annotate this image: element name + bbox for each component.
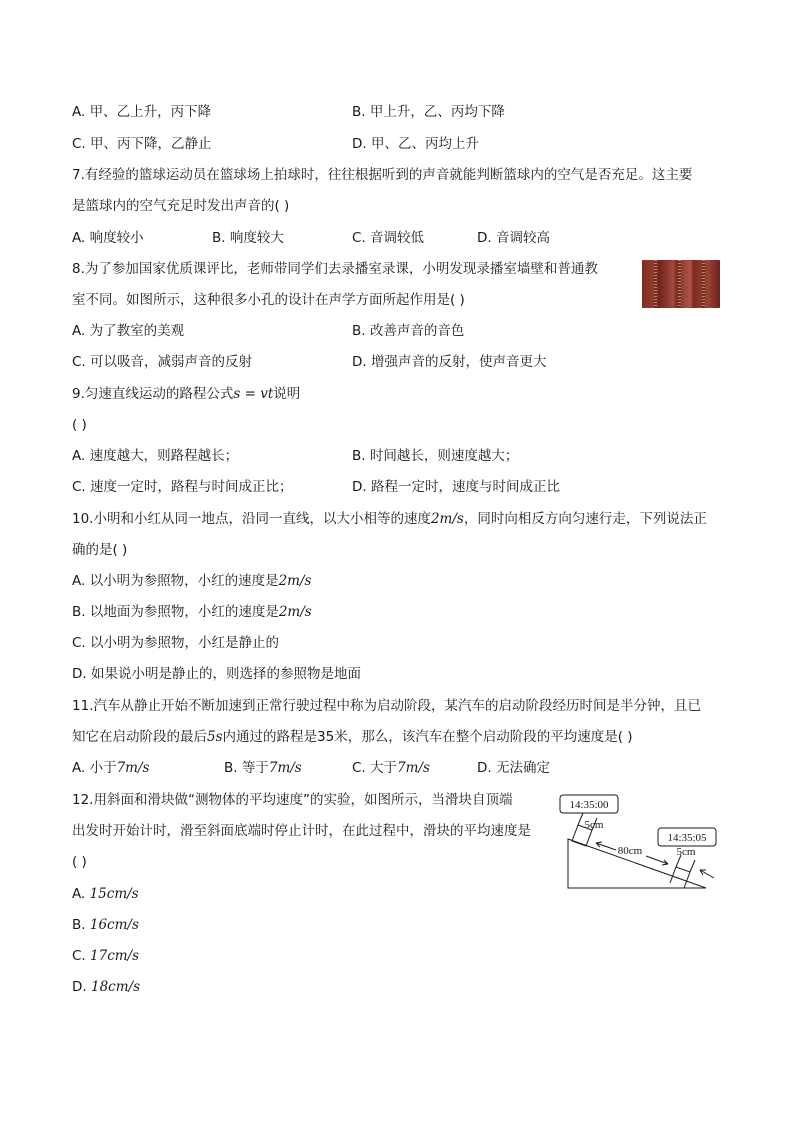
- q11-option-a: A. 小于7m/s: [72, 760, 150, 776]
- q11-stem-text: 知它在启动阶段的最后: [72, 729, 207, 745]
- q9-option-c: C. 速度一定时，路程与时间成正比；: [72, 479, 293, 495]
- q10-option-b: [72, 602, 312, 622]
- q10-option-d: D. 如果说小明是静止的，则选择的参照物是地面: [72, 666, 361, 682]
- q11-time: 5s: [207, 729, 223, 745]
- q10-option-b-text: B. 以地面为参照物，小红的速度是: [72, 604, 279, 620]
- q10-speed: 2m/s: [430, 511, 464, 527]
- q8-option-d: D. 增强声音的反射，使声音更大: [352, 354, 547, 370]
- start-time-label: 14:35:00: [569, 799, 609, 811]
- q12-stem-line-2: 出发时开始计时，滑至斜面底端时停止计时，在此过程中，滑块的平均速度是: [72, 823, 531, 839]
- q9-option-a: A. 速度越大，则路程越长；: [72, 448, 239, 464]
- top-block-length-label: 5cm: [584, 819, 604, 831]
- q7-stem-line-1: 7.有经验的篮球运动员在篮球场上拍球时，往往根据听到的声音就能判断篮球内的空气是否充足。这主要: [72, 167, 693, 183]
- q9-stem-line-1: [72, 384, 300, 404]
- q9-stem-text-end: 说明: [273, 386, 301, 402]
- q10-stem-text: 10.小明和小红从同一地点，沿同一直线，以大小相等的速度: [72, 511, 431, 527]
- q10-stem-text-end: ，同时向相反方向匀速行走，下列说法正: [463, 511, 707, 527]
- q6-option-b: B. 甲上升，乙、丙均下降: [352, 104, 505, 120]
- q10-option-a: [72, 571, 311, 591]
- q12-option-d: D. 18cm/s: [72, 979, 141, 995]
- q7-option-b: B. 响度较大: [212, 230, 284, 246]
- top-tick-mark: [578, 813, 583, 825]
- q12-stem-line-3: ( ): [72, 854, 87, 870]
- q11-option-c: C. 大于7m/s: [352, 760, 430, 776]
- q9-stem-line-2: ( ): [72, 417, 87, 433]
- end-time-label: 14:35:05: [667, 832, 707, 844]
- q9-stem-text: 9.匀速直线运动的路程公式: [72, 386, 234, 402]
- q8-stem-line-2: 室不同。如图所示，这种很多小孔的设计在声学方面所起作用是( ): [72, 292, 465, 308]
- q7-stem-line-2: 是篮球内的空气充足时发出声音的( ): [72, 198, 290, 214]
- q9-option-b: B. 时间越长，则速度越大；: [352, 448, 519, 464]
- q10-stem-line-1: [72, 509, 707, 529]
- q7-option-a: A. 响度较小: [72, 230, 144, 246]
- q8-option-a: A. 为了教室的美观: [72, 323, 185, 339]
- q12-stem-line-1: 12.用斜面和滑块做“测物体的平均速度”的实验，如图所示，当滑块自顶端: [72, 792, 513, 808]
- q7-option-d: D. 音调较高: [477, 230, 550, 246]
- q12-option-c: C. 17cm/s: [72, 948, 140, 964]
- q10-option-b-value: 2m/s: [278, 604, 312, 620]
- q8-stem-line-1: 8.为了参加国家优质课评比，老师带同学们去录播室录课，小明发现录播室墙壁和普通教: [72, 261, 598, 277]
- q12-option-a: A. 15cm/s: [72, 886, 139, 902]
- q11-stem-text-end: 内通过的路程是35米，那么，该汽车在整个启动阶段的平均速度是( ): [222, 729, 633, 745]
- q10-option-c: C. 以小明为参照物，小红是静止的: [72, 635, 280, 651]
- q11-stem-line-2: [72, 727, 633, 747]
- q10-option-a-value: 2m/s: [278, 573, 312, 589]
- q8-option-c: C. 可以吸音，减弱声音的反射: [72, 354, 253, 370]
- distance-label: 80cm: [617, 845, 643, 857]
- q11-option-d: D. 无法确定: [477, 760, 550, 776]
- q9-option-d: D. 路程一定时，速度与时间成正比: [352, 479, 560, 495]
- q10-stem-line-2: 确的是( ): [72, 542, 128, 558]
- slider-block-bottom: [670, 867, 690, 888]
- q7-option-c: C. 音调较低: [352, 230, 425, 246]
- q11-option-b: B. 等于7m/s: [224, 760, 302, 776]
- q11-stem-line-1: 11.汽车从静止开始不断加速到正常行驶过程中称为启动阶段，某汽车的启动阶段经历时间是半分钟，且已: [72, 698, 701, 714]
- q8-option-b: B. 改善声音的音色: [352, 323, 465, 339]
- q10-option-a-text: A. 以小明为参照物，小红的速度是: [72, 573, 279, 589]
- q12-option-b: B. 16cm/s: [72, 917, 139, 933]
- incline-diagram: [556, 792, 726, 892]
- bottom-block-length-label: 5cm: [676, 846, 696, 858]
- acoustic-wall-photo: [642, 260, 720, 308]
- q6-option-d: D. 甲、乙、丙均上升: [352, 136, 479, 152]
- q6-option-a: A. 甲、乙上升，丙下降: [72, 104, 212, 120]
- q6-option-c: C. 甲、丙下降，乙静止: [72, 136, 212, 152]
- q9-formula: s = vt: [233, 386, 274, 402]
